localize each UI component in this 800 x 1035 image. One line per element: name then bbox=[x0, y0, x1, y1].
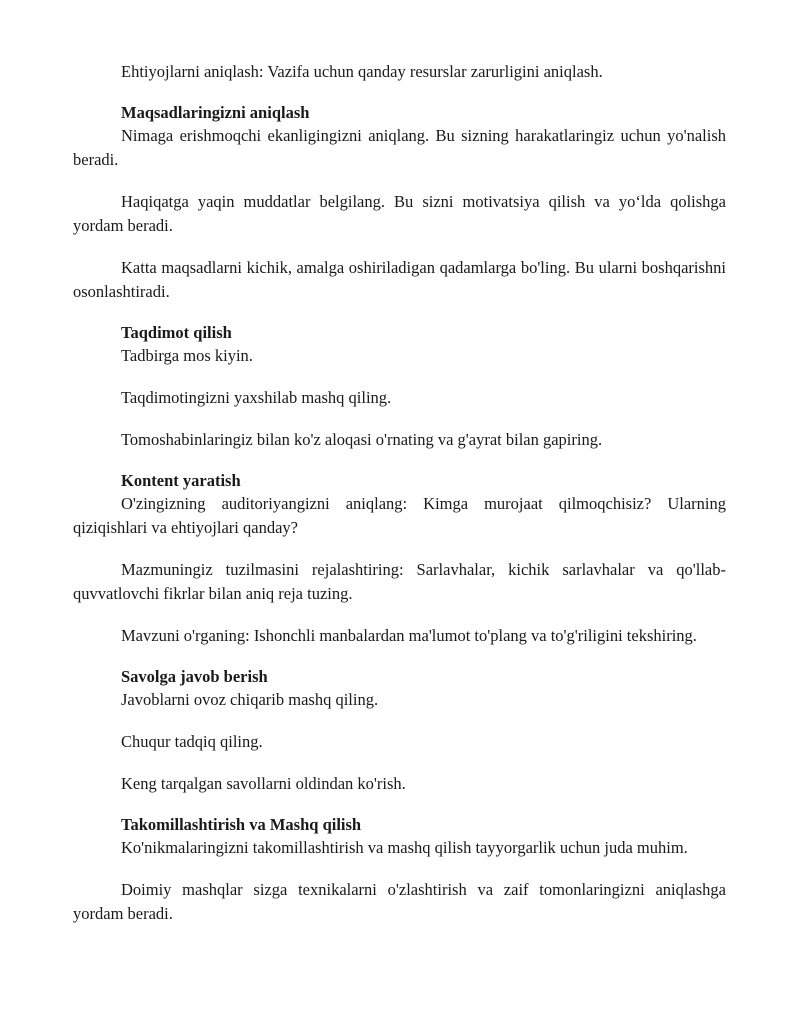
paragraph: Ko'nikmalaringizni takomillashtirish va mashq qilish tayyorgarlik uchun juda muhim. bbox=[121, 838, 688, 857]
section-improvement-practice bbox=[73, 814, 726, 926]
paragraph: Keng tarqalgan savollarni oldindan ko'rish. bbox=[121, 774, 406, 793]
paragraph: Taqdimotingizni yaxshilab mashq qiling. bbox=[121, 388, 392, 407]
section-heading: Maqsadlaringizni aniqlash bbox=[121, 103, 310, 122]
paragraph: Tomoshabinlaringiz bilan ko'z aloqasi o'rnating va g'ayrat bilan gapiring. bbox=[121, 430, 603, 449]
document-page bbox=[73, 60, 726, 944]
paragraph: Haqiqatga yaqin muddatlar belgilang. Bu sizni motivatsiya qilish va yo‘lda qolishga yordam beradi. bbox=[73, 192, 726, 235]
paragraph: Mazmuningiz tuzilmasini rejalashtiring: Sarlavhalar, kichik sarlavhalar va qo'llab-quvvatlovchi fikrlar bilan aniq reja tuzing. bbox=[73, 560, 726, 603]
section-heading: Savolga javob berish bbox=[121, 667, 268, 686]
section-heading: Kontent yaratish bbox=[121, 471, 241, 490]
section-heading: Takomillashtirish va Mashq qilish bbox=[121, 815, 362, 834]
intro-paragraph: Ehtiyojlarni aniqlash: Vazifa uchun qanday resurslar zarurligini aniqlash. bbox=[121, 62, 603, 81]
section-goals bbox=[73, 102, 726, 304]
section-presentation bbox=[73, 322, 726, 452]
paragraph: Katta maqsadlarni kichik, amalga oshiriladigan qadamlarga bo'ling. Bu ularni boshqarishni osonlashtiradi. bbox=[73, 258, 726, 301]
paragraph: O'zingizning auditoriyangizni aniqlang: Kimga murojaat qilmoqchisiz? Ularning qiziqishlari va ehtiyojlari qanday? bbox=[73, 494, 726, 537]
paragraph: Mavzuni o'rganing: Ishonchli manbalardan ma'lumot to'plang va to'g'riligini tekshiring. bbox=[121, 626, 697, 645]
paragraph: Javoblarni ovoz chiqarib mashq qiling. bbox=[121, 690, 379, 709]
paragraph: Nimaga erishmoqchi ekanligingizni aniqlang. Bu sizning harakatlaringiz uchun yo'nalish beradi. bbox=[73, 126, 726, 169]
section-content-creation bbox=[73, 470, 726, 648]
paragraph: Chuqur tadqiq qiling. bbox=[121, 732, 263, 751]
paragraph: Tadbirga mos kiyin. bbox=[121, 346, 253, 365]
paragraph: Doimiy mashqlar sizga texnikalarni o'zlashtirish va zaif tomonlaringizni aniqlashga yordam beradi. bbox=[73, 880, 726, 923]
section-heading: Taqdimot qilish bbox=[121, 323, 232, 342]
section-answering-questions bbox=[73, 666, 726, 796]
